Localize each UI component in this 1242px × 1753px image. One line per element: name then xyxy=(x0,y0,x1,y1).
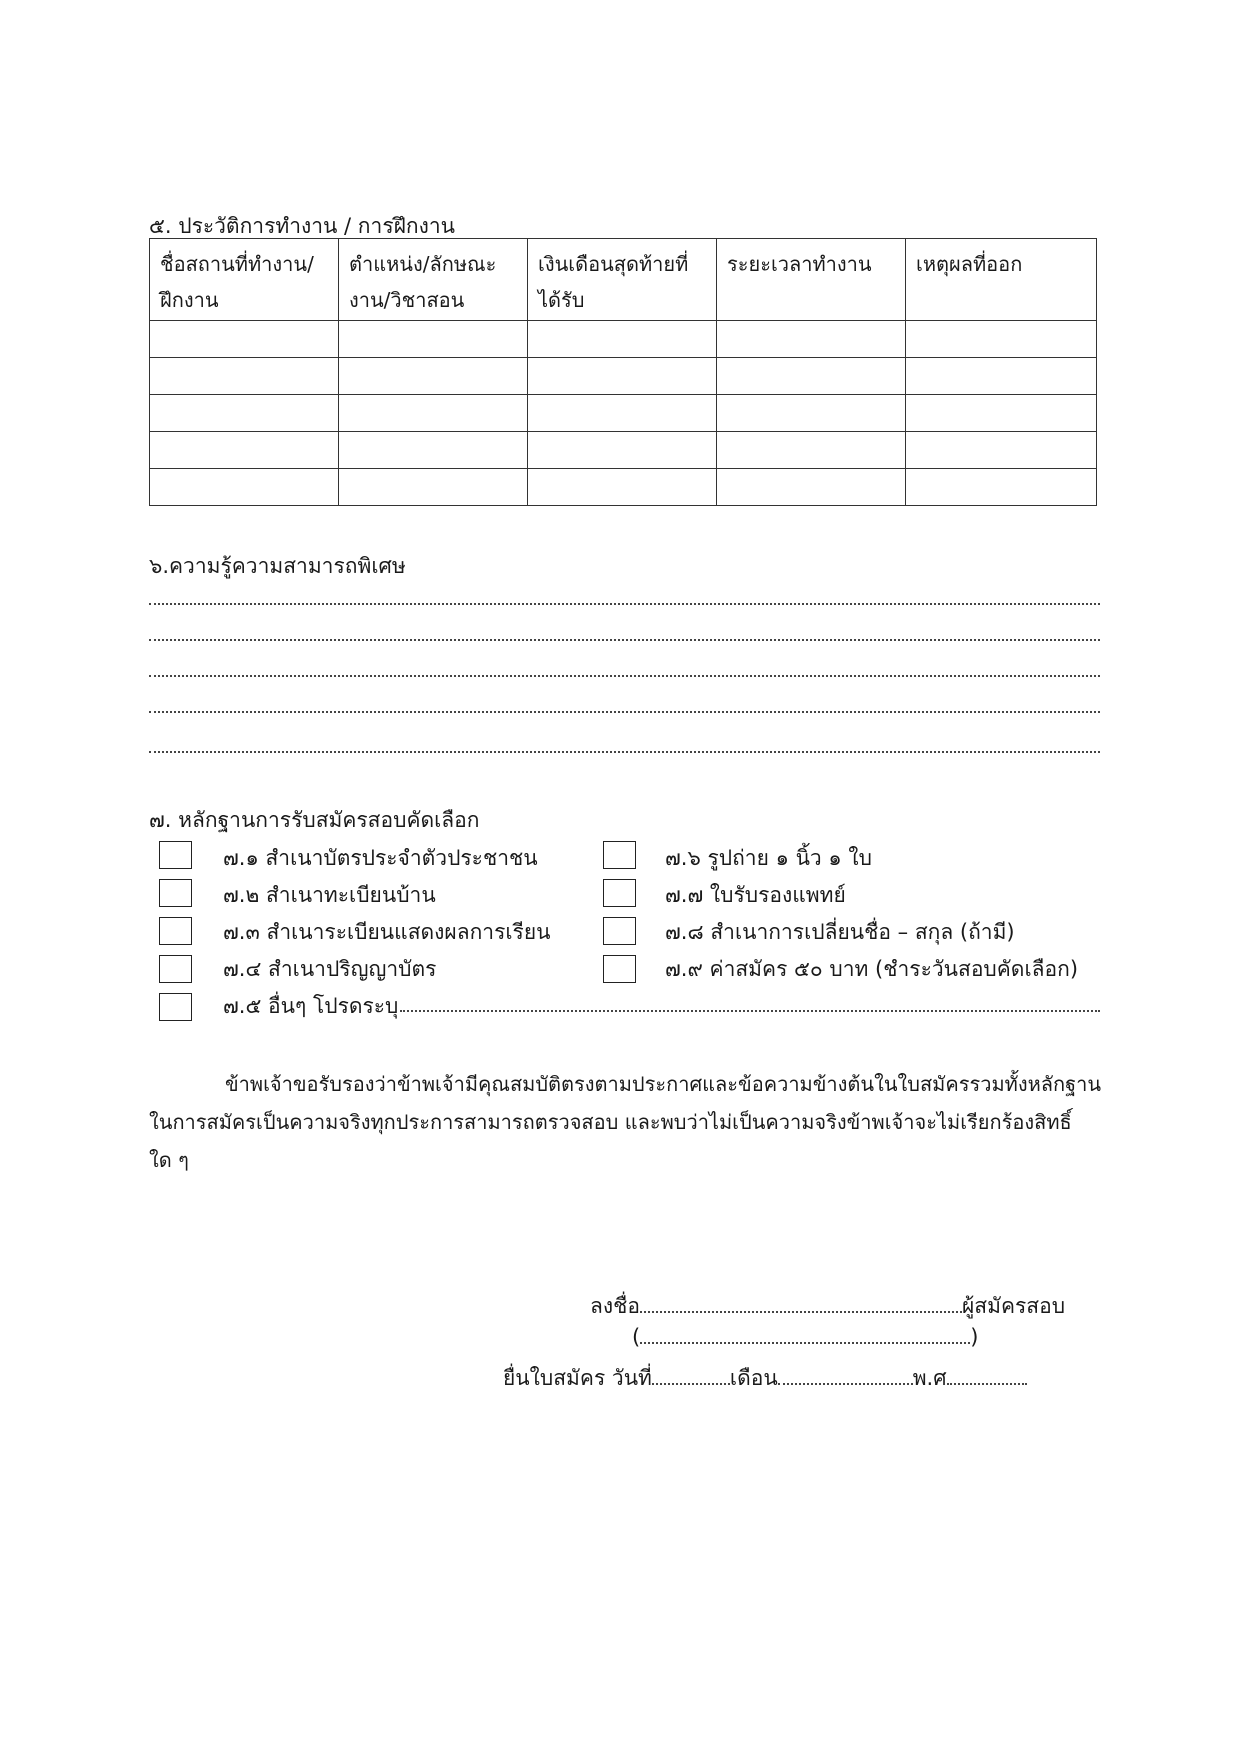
checkbox-label-7-6: ๗.๖ รูปถ่าย ๑ นิ้ว ๑ ใบ xyxy=(665,846,872,870)
table-cell[interactable] xyxy=(339,321,528,358)
column-header-workplace: ชื่อสถานที่ทำงาน/ฝึกงาน xyxy=(150,239,339,321)
checkbox-7-4[interactable] xyxy=(159,955,192,983)
submit-date-label: ยื่นใบสมัคร วันที่ xyxy=(503,1366,652,1390)
dotted-fill-line-2[interactable] xyxy=(149,639,1100,641)
month-fill[interactable] xyxy=(778,1383,913,1385)
table-cell[interactable] xyxy=(906,395,1097,432)
table-cell[interactable] xyxy=(339,469,528,506)
paren-close: ) xyxy=(970,1325,979,1349)
table-cell[interactable] xyxy=(717,395,906,432)
table-row xyxy=(150,395,1097,432)
checkbox-label-7-4: ๗.๔ สำเนาปริญญาบัตร xyxy=(223,957,437,981)
table-row xyxy=(150,321,1097,358)
year-fill[interactable] xyxy=(947,1383,1027,1385)
table-cell[interactable] xyxy=(906,321,1097,358)
table-cell[interactable] xyxy=(150,321,339,358)
table-cell[interactable] xyxy=(528,432,717,469)
printed-name-fill[interactable] xyxy=(640,1342,970,1344)
sign-label: ลงชื่อ xyxy=(590,1294,640,1318)
checkbox-label-7-2: ๗.๒ สำเนาทะเบียนบ้าน xyxy=(223,883,436,907)
dotted-fill-line-4[interactable] xyxy=(149,711,1100,713)
year-label: พ.ศ xyxy=(912,1366,947,1390)
checkbox-7-9[interactable] xyxy=(603,955,636,983)
table-row xyxy=(150,358,1097,395)
table-row xyxy=(150,432,1097,469)
other-specify-fill-line[interactable] xyxy=(400,1010,1100,1012)
table-cell[interactable] xyxy=(528,395,717,432)
column-header-position: ตำแหน่ง/ลักษณะงาน/วิชาสอน xyxy=(339,239,528,321)
declaration-line-3: ใด ๆ xyxy=(149,1148,189,1172)
checkbox-7-1[interactable] xyxy=(159,841,192,869)
table-cell[interactable] xyxy=(717,432,906,469)
table-cell[interactable] xyxy=(717,469,906,506)
section7-title: ๗. หลักฐานการรับสมัครสอบคัดเลือก xyxy=(149,808,480,832)
checkbox-7-5[interactable] xyxy=(159,993,192,1021)
printed-name-line xyxy=(632,1325,978,1349)
table-cell[interactable] xyxy=(150,432,339,469)
checkbox-7-6[interactable] xyxy=(603,841,636,869)
checkbox-label-7-8: ๗.๘ สำเนาการเปลี่ยนชื่อ – สกุล (ถ้ามี) xyxy=(665,920,1015,944)
checkbox-7-7[interactable] xyxy=(603,879,636,907)
dotted-fill-line-5[interactable] xyxy=(149,751,1100,753)
signature-line xyxy=(590,1290,1065,1323)
table-cell[interactable] xyxy=(717,321,906,358)
table-cell[interactable] xyxy=(150,358,339,395)
day-fill[interactable] xyxy=(652,1383,730,1385)
table-cell[interactable] xyxy=(339,358,528,395)
table-cell[interactable] xyxy=(339,395,528,432)
column-header-salary: เงินเดือนสุดท้ายที่ได้รับ xyxy=(528,239,717,321)
table-cell[interactable] xyxy=(528,358,717,395)
checkbox-7-2[interactable] xyxy=(159,879,192,907)
table-cell[interactable] xyxy=(906,358,1097,395)
checkbox-7-3[interactable] xyxy=(159,917,192,945)
checkbox-label-7-7: ๗.๗ ใบรับรองแพทย์ xyxy=(665,883,846,907)
column-header-reason: เหตุผลที่ออก xyxy=(906,239,1097,321)
table-header-row xyxy=(150,239,1097,321)
signature-fill[interactable] xyxy=(640,1311,962,1313)
table-cell[interactable] xyxy=(150,469,339,506)
dotted-fill-line-1[interactable] xyxy=(149,603,1100,605)
table-cell[interactable] xyxy=(528,321,717,358)
table-cell[interactable] xyxy=(339,432,528,469)
table-row xyxy=(150,469,1097,506)
paren-open: ( xyxy=(632,1325,641,1349)
declaration-line-2: ในการสมัครเป็นความจริงทุกประการสามารถตรวจสอบ และพบว่าไม่เป็นความจริงข้าพเจ้าจะไม่เรียกร้องสิทธิ์ xyxy=(149,1110,1072,1134)
table-cell[interactable] xyxy=(717,358,906,395)
month-label: เดือน xyxy=(729,1366,778,1390)
dotted-fill-line-3[interactable] xyxy=(149,675,1100,677)
table-cell[interactable] xyxy=(528,469,717,506)
submission-date-line xyxy=(503,1362,1027,1395)
table-cell[interactable] xyxy=(150,395,339,432)
table-cell[interactable] xyxy=(906,469,1097,506)
work-history-table xyxy=(149,238,1097,506)
column-header-duration: ระยะเวลาทำงาน xyxy=(717,239,906,321)
checkbox-label-7-5: ๗.๕ อื่นๆ โปรดระบุ xyxy=(223,994,399,1018)
table-cell[interactable] xyxy=(906,432,1097,469)
checkbox-label-7-3: ๗.๓ สำเนาระเบียนแสดงผลการเรียน xyxy=(223,920,551,944)
section5-title: ๕. ประวัติการทำงาน / การฝึกงาน xyxy=(149,214,456,238)
checkbox-label-7-9: ๗.๙ ค่าสมัคร ๕๐ บาท (ชำระวันสอบคัดเลือก) xyxy=(665,957,1079,981)
applicant-role-label: ผู้สมัครสอบ xyxy=(962,1294,1066,1318)
checkbox-label-7-1: ๗.๑ สำเนาบัตรประจำตัวประชาชน xyxy=(223,846,538,870)
checkbox-7-8[interactable] xyxy=(603,917,636,945)
declaration-line-1: ข้าพเจ้าขอรับรองว่าข้าพเจ้ามีคุณสมบัติตรงตามประกาศและข้อความข้างต้นในใบสมัครรวมทั้งหลักฐาน xyxy=(225,1072,1102,1096)
section6-title: ๖.ความรู้ความสามารถพิเศษ xyxy=(149,554,406,578)
